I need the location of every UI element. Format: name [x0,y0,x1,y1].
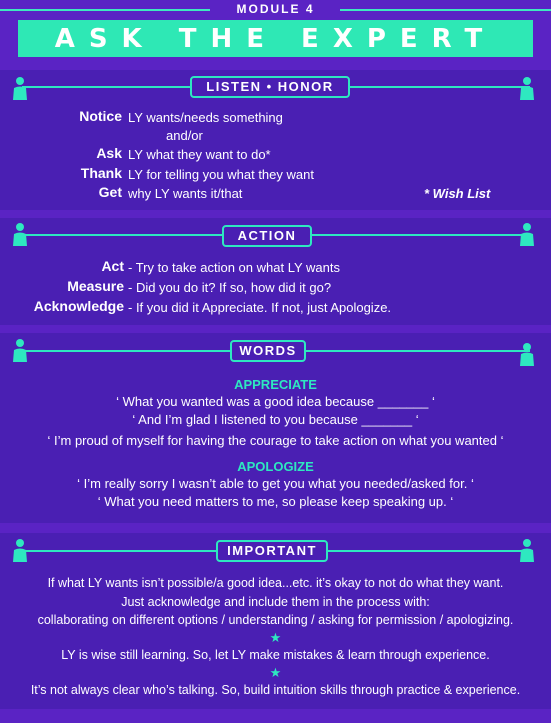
module-label: MODULE 4 [236,2,315,16]
star-icon: ★ [269,630,282,645]
row-text: why LY wants it/that [128,186,243,201]
row-text: LY what they want to do* [128,147,271,162]
row-text: - Did you do it? If so, how did it go? [128,280,332,295]
apologize-line: ‘ I’m really sorry I wasn’t able to get you what you needed/asked for. ‘ [77,476,474,491]
section-title-words: WORDS [230,340,306,362]
person-icon [515,342,539,366]
appreciate-title: APPRECIATE [234,377,317,392]
section-title-listen: LISTEN • HONOR [190,76,350,98]
important-line: If what LY wants isn’t possible/a good idea...etc. it’s okay to not do what they want. [47,576,504,590]
row-text: - Try to take action on what LY wants [128,260,340,275]
term-thank: Thank [80,165,122,181]
term-ask: Ask [96,145,122,161]
term-measure: Measure [67,278,124,294]
row-text: LY for telling you what they want [128,167,314,182]
wish-list-note: * Wish List [424,186,491,201]
section-title-action: ACTION [222,225,312,247]
important-line: Just acknowledge and include them in the process with: [121,595,430,609]
person-icon [515,538,539,562]
appreciate-line: ‘ And I’m glad I listened to you because _______ ‘ [132,412,419,427]
person-icon [8,338,32,362]
page-title: ASK THE EXPERT [54,23,497,54]
person-icon [8,222,32,246]
person-icon [515,222,539,246]
important-line: LY is wise still learning. So, let LY make mistakes & learn through experience. [61,648,490,662]
term-notice: Notice [79,108,122,124]
star-icon: ★ [269,665,282,680]
module-header [0,0,551,20]
appreciate-line: ‘ What you wanted was a good idea because _______ ‘ [116,394,435,409]
appreciate-line: ‘ I’m proud of myself for having the courage to take action on what you wanted ‘ [47,433,504,448]
apologize-title: APOLOGIZE [237,459,314,474]
term-get: Get [98,184,122,200]
apologize-line: ‘ What you need matters to me, so please keep speaking up. ‘ [97,494,454,509]
term-acknowledge: Acknowledge [33,298,124,314]
term-act: Act [101,258,124,274]
important-line: collaborating on different options / understanding / asking for permission / apologizing. [37,613,514,627]
row-text: LY wants/needs something [128,110,283,125]
person-icon [515,76,539,100]
person-icon [8,538,32,562]
row-text: and/or [166,128,203,143]
row-text: - If you did it Appreciate. If not, just Apologize. [128,300,392,315]
person-icon [8,76,32,100]
title-bar [18,20,533,57]
section-title-important: IMPORTANT [216,540,328,562]
important-line: It’s not always clear who’s talking. So, build intuition skills through practice & experience. [30,683,521,697]
